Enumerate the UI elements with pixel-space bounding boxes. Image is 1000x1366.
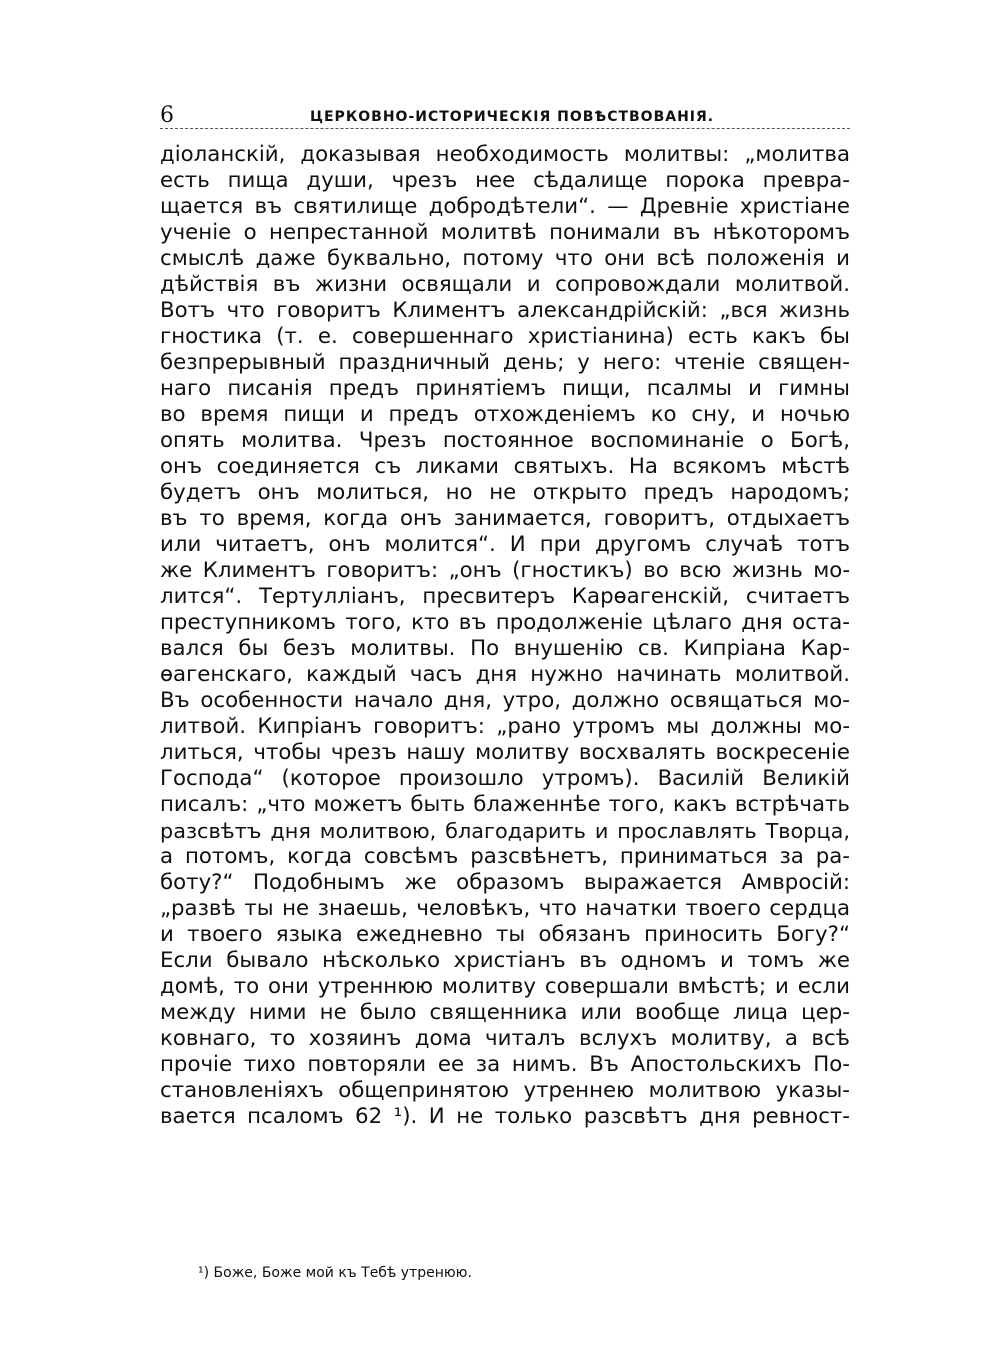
- text-line: во время пищи и предъ отхожденіемъ ко сну, и ночью: [160, 402, 850, 427]
- running-title: ЦЕРКОВНО-ИСТОРИЧЕСКІЯ ПОВѢСТВОВАНІЯ.: [310, 109, 715, 125]
- text-line: ученіе о непрестанной молитвѣ понимали въ нѣкоторомъ: [160, 220, 850, 245]
- text-line: безпрерывный праздничный день; у него: чтеніе священ-: [160, 350, 850, 375]
- text-line: есть пища души, чрезъ нее сѣдалище порока превра-: [160, 168, 850, 193]
- text-line: вался бы безъ молитвы. По внушенію св. Кипріана Кар-: [160, 636, 850, 661]
- text-line: смыслѣ даже буквально, потому что они всѣ положенія и: [160, 246, 850, 271]
- text-line: опять молитва. Чрезъ постоянное воспоминаніе о Богѣ,: [160, 428, 850, 453]
- text-line: ковнаго, то хозяинъ дома читалъ вслухъ молитву, а всѣ: [160, 1026, 850, 1051]
- text-line: прочіе тихо повторяли ее за нимъ. Въ Апостольскихъ По-: [160, 1052, 850, 1077]
- text-line: между ними не было священника или вообще лица цер-: [160, 1000, 850, 1025]
- text-line: онъ соединяется съ ликами святыхъ. На всякомъ мѣстѣ: [160, 454, 850, 479]
- text-line: наго писанія предъ принятіемъ пищи, псалмы и гимны: [160, 376, 850, 401]
- text-line: становленіяхъ общепринятою утреннею молитвою указы-: [160, 1078, 850, 1103]
- text-line: гностика (т. е. совершеннаго христіанина) есть какъ бы: [160, 324, 850, 349]
- text-line: діоланскій, доказывая необходимость молитвы: „молитва: [160, 142, 850, 167]
- text-line: вается псаломъ 62 ¹). И не только разсвѣтъ дня ревност-: [160, 1104, 850, 1129]
- text-line: Если бывало нѣсколько христіанъ въ одномъ и томъ же: [160, 948, 850, 973]
- text-line: лится“. Тертулліанъ, пресвитеръ Карѳагенскій, считаетъ: [160, 584, 850, 609]
- page-header: [160, 104, 850, 130]
- page-number: 6: [160, 103, 174, 128]
- footnote: ¹) Боже, Боже мой къ Тебѣ утренюю.: [198, 1265, 472, 1281]
- text-line: домѣ, то они утреннюю молитву совершали вмѣстѣ; и если: [160, 974, 850, 999]
- text-line: Господа“ (которое произошло утромъ). Василій Великій: [160, 766, 850, 791]
- text-line: литвой. Кипріанъ говоритъ: „рано утромъ мы должны мо-: [160, 714, 850, 739]
- text-line: Вотъ что говоритъ Климентъ александрійскій: „вся жизнь: [160, 298, 850, 323]
- text-line: дѣйствія въ жизни освящали и сопровождали молитвой.: [160, 272, 850, 297]
- body-text: [160, 142, 850, 1130]
- text-line: же Климентъ говоритъ: „онъ (гностикъ) во всю жизнь мо-: [160, 558, 850, 583]
- text-line: разсвѣтъ дня молитвою, благодарить и прославлять Творца,: [160, 819, 850, 843]
- text-line: ѳагенскаго, каждый часъ дня нужно начинать молитвой.: [160, 662, 850, 687]
- text-line: или читаетъ, онъ молится“. И при другомъ случаѣ тотъ: [160, 532, 850, 557]
- text-line: а потомъ, когда совсѣмъ разсвѣнетъ, приниматься за ра-: [160, 844, 850, 869]
- text-line: боту?“ Подобнымъ же образомъ выражается Амвросій:: [160, 870, 850, 895]
- text-line: литься, чтобы чрезъ нашу молитву восхвалять воскресеніе: [160, 740, 850, 765]
- text-line: будетъ онъ молиться, но не открыто предъ народомъ;: [160, 480, 850, 505]
- text-line: писалъ: „что можетъ быть блаженнѣе того, какъ встрѣчать: [160, 792, 850, 817]
- text-line: „развѣ ты не знаешь, человѣкъ, что начатки твоего сердца: [160, 896, 850, 921]
- text-line: Въ особенности начало дня, утро, должно освящаться мо-: [160, 688, 850, 713]
- text-line: преступникомъ того, кто въ продолженіе цѣлаго дня оста-: [160, 610, 850, 635]
- header-rule: [160, 128, 850, 129]
- text-line: и твоего языка ежедневно ты обязанъ приносить Богу?“: [160, 922, 850, 947]
- text-line: въ то время, когда онъ занимается, говоритъ, отдыхаетъ: [160, 506, 850, 531]
- text-line: щается въ святилище добродѣтели“. — Древніе христіане: [160, 194, 850, 219]
